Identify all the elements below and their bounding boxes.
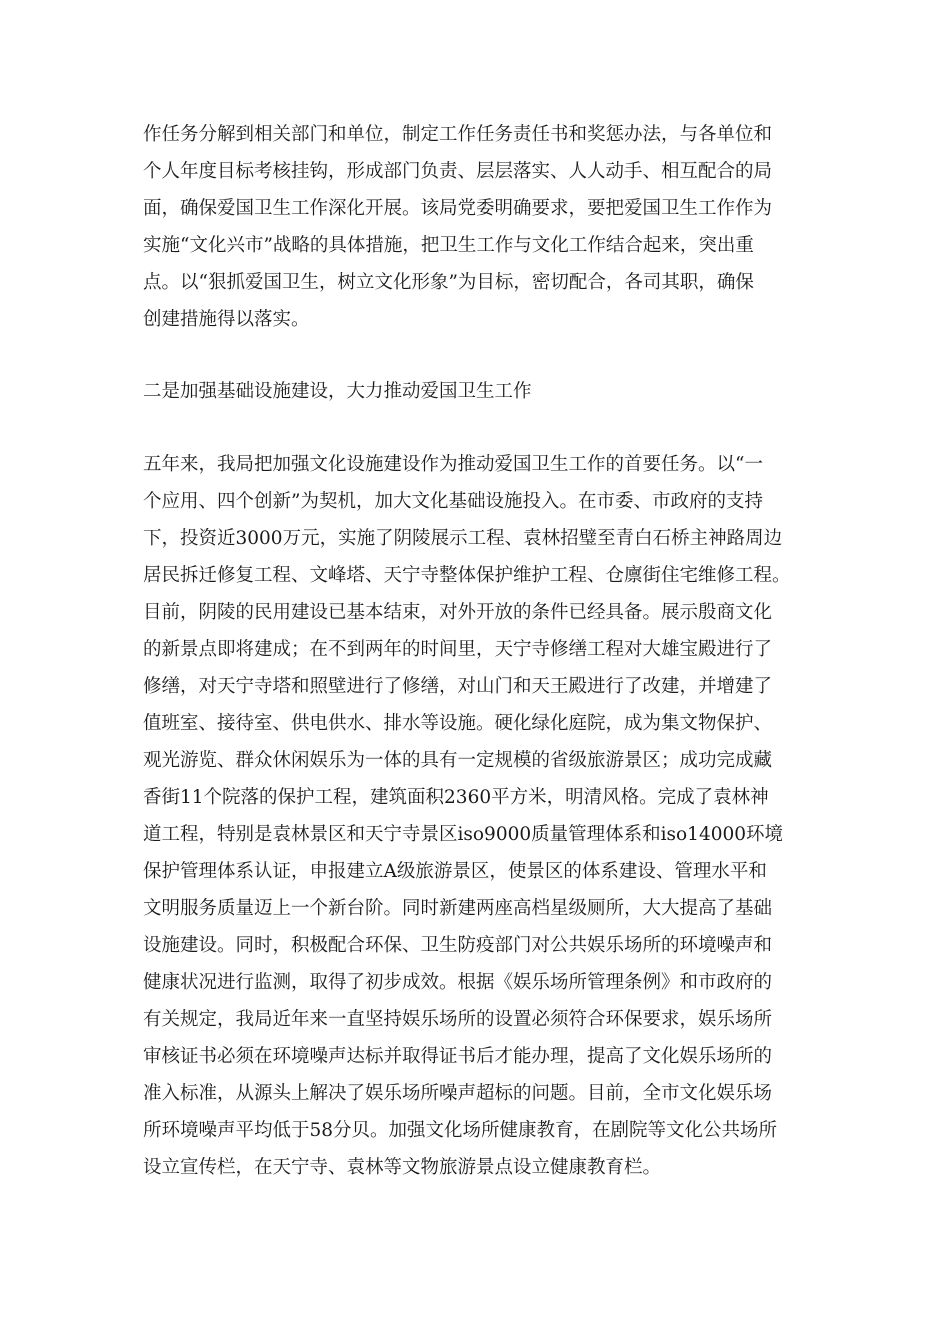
paragraph-line: 香街11个院落的保护工程，建筑面积2360平方米，明清风格。完成了袁林神 xyxy=(143,787,769,808)
paragraph-line: 五年来，我局把加强文化设施建设作为推动爱国卫生工作的首要任务。以“一 xyxy=(143,454,763,475)
paragraph-line: 健康状况进行监测，取得了初步成效。根据《娱乐场所管理条例》和市政府的 xyxy=(143,972,773,993)
paragraph-line: 点。以“狠抓爱国卫生，树立文化形象”为目标，密切配合，各司其职，确保 xyxy=(143,272,754,293)
paragraph-line: 所环境噪声平均低于58分贝。加强文化场所健康教育，在剧院等文化公共场所 xyxy=(143,1120,778,1141)
paragraph-line: 准入标准，从源头上解决了娱乐场所噪声超标的问题。目前，全市文化娱乐场 xyxy=(143,1083,773,1104)
paragraph-line: 观光游览、群众休闲娱乐为一体的具有一定规模的省级旅游景区；成功完成藏 xyxy=(143,750,773,771)
section-heading xyxy=(143,373,532,410)
paragraph-line: 面，确保爱国卫生工作深化开展。该局党委明确要求，要把爱国卫生工作作为 xyxy=(143,198,773,219)
paragraph-line: 道工程，特别是袁林景区和天宁寺景区iso9000质量管理体系和iso14000环境 xyxy=(143,824,784,845)
paragraph-line: 实施“文化兴市”战略的具体措施，把卫生工作与文化工作结合起来，突出重 xyxy=(143,235,754,256)
paragraph-1 xyxy=(143,116,772,338)
paragraph-line: 审核证书必须在环境噪声达标并取得证书后才能办理，提高了文化娱乐场所的 xyxy=(143,1046,773,1067)
paragraph-line: 居民拆迁修复工程、文峰塔、天宁寺整体保护维护工程、仓廪街住宅维修工程。 xyxy=(143,565,791,586)
paragraph-line: 个人年度目标考核挂钩，形成部门负责、层层落实、人人动手、相互配合的局 xyxy=(143,161,773,182)
paragraph-line: 设立宣传栏，在天宁寺、袁林等文物旅游景点设立健康教育栏。 xyxy=(143,1157,662,1178)
paragraph-line: 设施建设。同时，积极配合环保、卫生防疫部门对公共娱乐场所的环境噪声和 xyxy=(143,935,773,956)
section-heading-text: 二是加强基础设施建设，大力推动爱国卫生工作 xyxy=(143,381,532,402)
paragraph-line: 创建措施得以落实。 xyxy=(143,309,310,330)
paragraph-line: 个应用、四个创新”为契机，加大文化基础设施投入。在市委、市政府的支持 xyxy=(143,491,763,512)
paragraph-line: 文明服务质量迈上一个新台阶。同时新建两座高档星级厕所，大大提高了基础 xyxy=(143,898,773,919)
paragraph-line: 保护管理体系认证，申报建立A级旅游景区，使景区的体系建设、管理水平和 xyxy=(143,861,767,882)
paragraph-line: 目前，阴陵的民用建设已基本结束，对外开放的条件已经具备。展示殷商文化 xyxy=(143,602,773,623)
paragraph-line: 有关规定，我局近年来一直坚持娱乐场所的设置必须符合环保要求，娱乐场所 xyxy=(143,1009,773,1030)
paragraph-line: 值班室、接待室、供电供水、排水等设施。硬化绿化庭院，成为集文物保护、 xyxy=(143,713,773,734)
paragraph-line: 修缮，对天宁寺塔和照壁进行了修缮，对山门和天王殿进行了改建，并增建了 xyxy=(143,676,773,697)
paragraph-line: 下，投资近3000万元，实施了阴陵展示工程、袁林招璧至青白石桥主神路周边 xyxy=(143,528,783,549)
paragraph-line: 作任务分解到相关部门和单位，制定工作任务责任书和奖惩办法，与各单位和 xyxy=(143,124,773,145)
paragraph-2 xyxy=(143,446,791,1186)
paragraph-line: 的新景点即将建成；在不到两年的时间里，天宁寺修缮工程对大雄宝殿进行了 xyxy=(143,639,773,660)
